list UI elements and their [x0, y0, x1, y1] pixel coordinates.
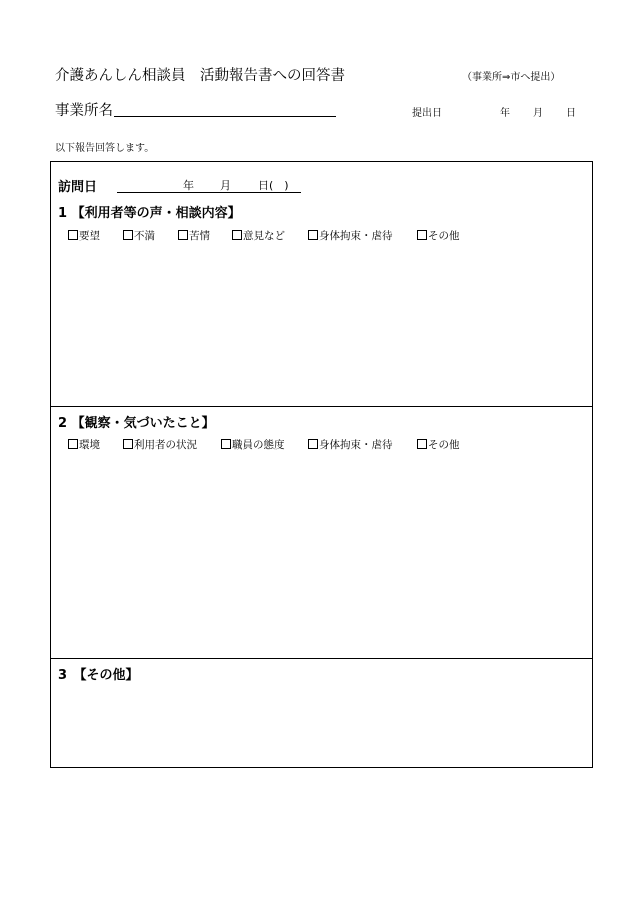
section2-title: 2 【観察・気づいたこと】: [58, 416, 215, 431]
checkbox-other-2[interactable]: その他: [417, 437, 460, 452]
submit-date-label: 提出日: [412, 108, 442, 119]
checkbox-restraint-abuse-1[interactable]: 身体拘束・虐待: [308, 228, 393, 243]
visit-year-label: 年: [183, 179, 194, 192]
section-divider-1: [51, 406, 592, 407]
checkbox-staff-attitude[interactable]: 職員の態度: [221, 437, 285, 452]
visit-day-label: 日( ): [258, 179, 289, 192]
submit-year-label: 年: [500, 108, 510, 119]
section-divider-2: [51, 658, 592, 659]
checkbox-dissatisfaction[interactable]: 不満: [123, 228, 155, 243]
checkbox-restraint-abuse-2[interactable]: 身体拘束・虐待: [308, 437, 393, 452]
section1-title: 1 【利用者等の声・相談内容】: [58, 206, 241, 221]
checkbox-request[interactable]: 要望: [68, 228, 100, 243]
intro-text: 以下報告回答します。: [55, 143, 155, 154]
submit-day-label: 日: [566, 108, 576, 119]
checkbox-opinion[interactable]: 意見など: [232, 228, 285, 243]
checkbox-user-condition[interactable]: 利用者の状況: [123, 437, 197, 452]
checkbox-environment[interactable]: 環境: [68, 437, 100, 452]
checkbox-complaint[interactable]: 苦情: [178, 228, 210, 243]
visit-date-label: 訪問日: [58, 180, 98, 195]
office-name-field[interactable]: [114, 116, 336, 117]
office-name-label: 事業所名: [55, 103, 113, 119]
submit-month-label: 月: [533, 108, 543, 119]
report-frame: [50, 161, 593, 768]
checkbox-other-1[interactable]: その他: [417, 228, 460, 243]
visit-month-label: 月: [220, 179, 231, 192]
submission-note: （事業所⇒市へ提出）: [462, 72, 561, 83]
section3-title: 3 【その他】: [58, 668, 139, 683]
form-title: 介護あんしん相談員 活動報告書への回答書: [55, 68, 345, 84]
